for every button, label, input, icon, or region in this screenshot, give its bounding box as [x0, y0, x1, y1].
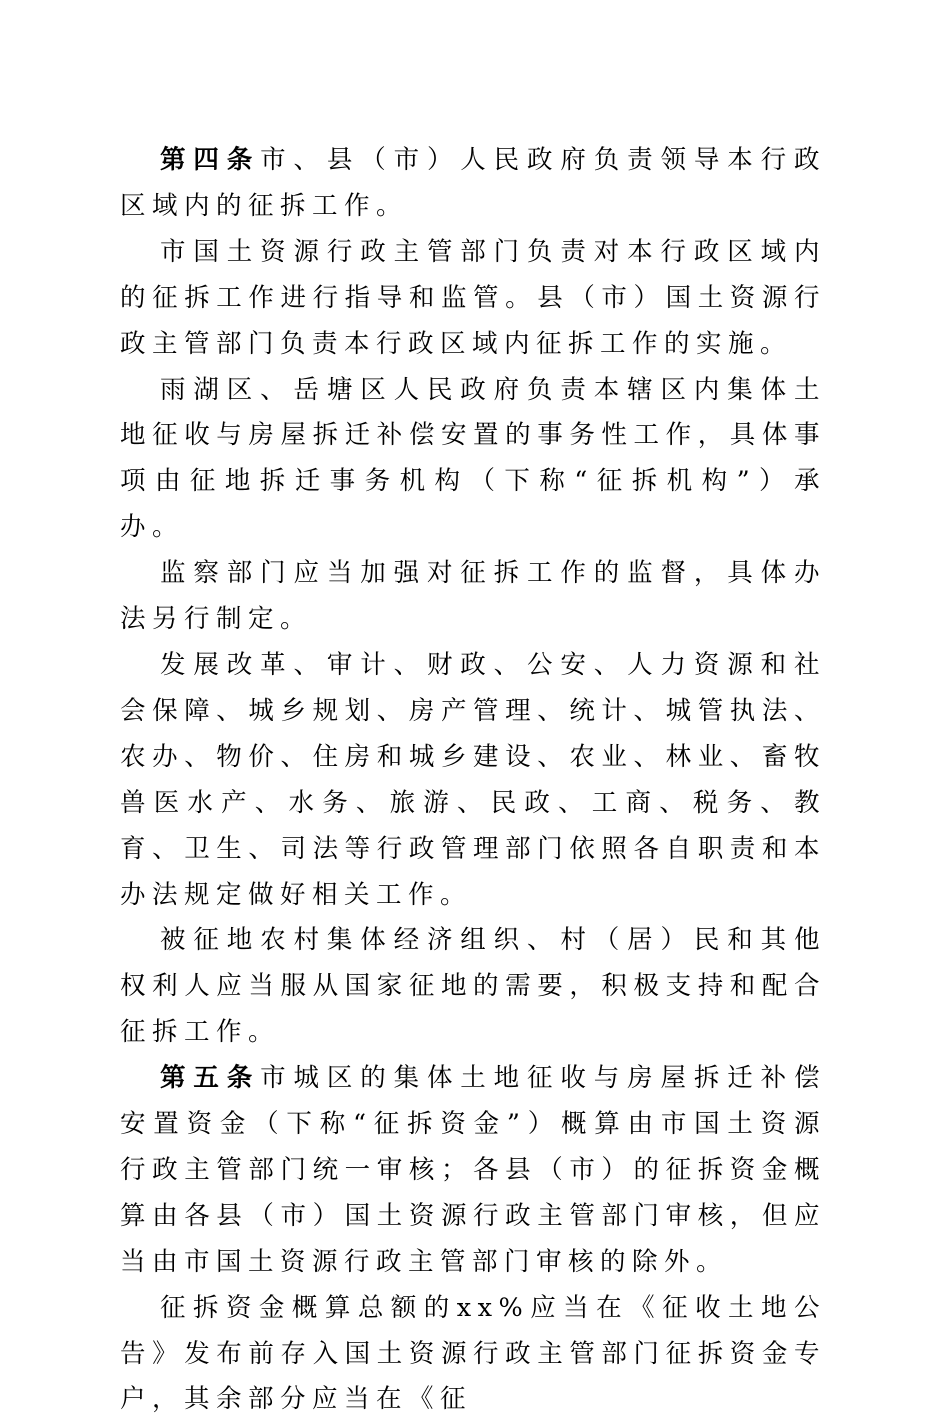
paragraph-district-government — [120, 368, 826, 552]
article-4-heading: 第四条 — [160, 145, 261, 175]
paragraph-article-5 — [120, 1056, 826, 1286]
paragraph-land-bureau-duty — [120, 230, 826, 368]
document-body — [120, 138, 826, 1423]
paragraph-text: 雨湖区、岳塘区人民政府负责本辖区内集体土地征收与房屋拆迁补偿安置的事务性工作，具体事项由征地拆迁事务机构（下称“征拆机构”）承办。 — [120, 374, 826, 543]
paragraph-funds-deposit — [120, 1286, 826, 1423]
article-4-text: 市、县（市）人民政府负责领导本行政区域内的征拆工作。 — [120, 145, 826, 221]
paragraph-text: 被征地农村集体经济组织、村（居）民和其他权利人应当服从国家征地的需要，积极支持和配合征拆工作。 — [120, 925, 826, 1048]
article-5-text: 市城区的集体土地征收与房屋拆迁补偿安置资金（下称“征拆资金”）概算由市国土资源行政主管部门统一审核；各县（市）的征拆资金概算由各县（市）国土资源行政主管部门审核，但应当由市国土资源行政主管部门审核的除外。 — [120, 1063, 826, 1277]
paragraph-text: 发展改革、审计、财政、公安、人力资源和社会保障、城乡规划、房产管理、统计、城管执法、农办、物价、住房和城乡建设、农业、林业、畜牧兽医水产、水务、旅游、民政、工商、税务、教育、卫生、司法等行政管理部门依照各自职责和本办法规定做好相关工作。 — [120, 649, 826, 910]
paragraph-article-4 — [120, 138, 826, 230]
paragraph-collective-cooperation — [120, 918, 826, 1056]
paragraph-text: 市国土资源行政主管部门负责对本行政区域内的征拆工作进行指导和监管。县（市）国土资源行政主管部门负责本行政区域内征拆工作的实施。 — [120, 236, 826, 359]
paragraph-text: 监察部门应当加强对征拆工作的监督，具体办法另行制定。 — [120, 558, 826, 635]
paragraph-supervision — [120, 551, 826, 643]
article-5-heading: 第五条 — [160, 1063, 261, 1094]
paragraph-departments — [120, 643, 826, 918]
paragraph-text: 征拆资金概算总额的xx%应当在《征收土地公告》发布前存入国土资源行政主管部门征拆资金专户，其余部分应当在《征 — [120, 1292, 826, 1415]
